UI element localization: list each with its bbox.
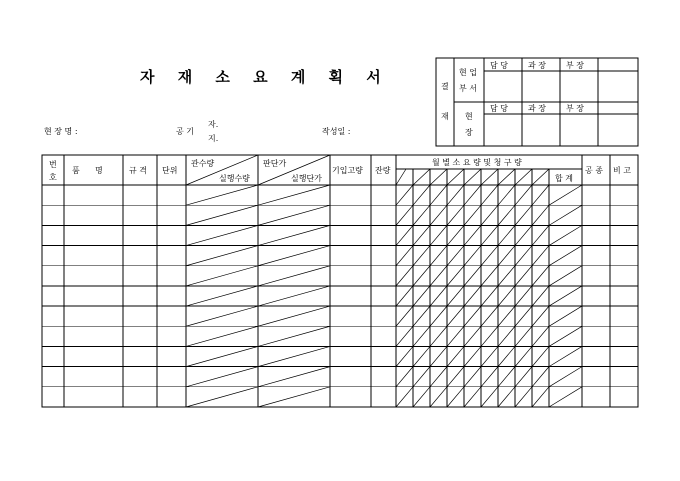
month-cell-slash — [498, 286, 515, 306]
month-cell-slash — [396, 185, 413, 205]
qty-cell-slash — [186, 185, 258, 205]
month-cell-slash — [396, 266, 413, 286]
month-cell-slash — [549, 306, 582, 326]
month-cell-slash — [413, 225, 430, 245]
qty-cell-slash — [186, 346, 258, 366]
col-qty-bottom-label: 실행수량 — [219, 174, 250, 183]
month-cell-slash — [447, 306, 464, 326]
col-remaining-label: 잔량 — [375, 166, 391, 175]
month-header-slash — [481, 169, 498, 185]
month-cell-slash — [430, 185, 447, 205]
month-cell-slash — [498, 346, 515, 366]
month-cell-slash — [396, 306, 413, 326]
month-cell-slash — [515, 225, 532, 245]
col-price-top-label: 판단가 — [263, 159, 287, 168]
price-cell-slash — [258, 266, 330, 286]
month-cell-slash — [532, 387, 549, 407]
month-cell-slash — [413, 367, 430, 387]
month-cell-slash — [515, 367, 532, 387]
month-cell-slash — [481, 387, 498, 407]
qty-cell-slash — [186, 367, 258, 387]
price-cell-slash — [258, 205, 330, 225]
month-cell-slash — [515, 286, 532, 306]
col-remarks-label: 비 고 — [613, 166, 631, 175]
month-cell-slash — [464, 346, 481, 366]
approval-group2-label-2: 장 — [465, 128, 473, 137]
month-cell-slash — [447, 205, 464, 225]
col-item-label: 품 명 — [72, 166, 103, 175]
month-cell-slash — [549, 367, 582, 387]
month-header-slash — [447, 169, 464, 185]
month-cell-slash — [430, 306, 447, 326]
month-cell-slash — [396, 387, 413, 407]
month-cell-slash — [481, 286, 498, 306]
col-no-label-1: 번 — [49, 160, 57, 169]
month-cell-slash — [498, 246, 515, 266]
month-cell-slash — [464, 185, 481, 205]
month-header-slash — [464, 169, 481, 185]
month-header-slash — [413, 169, 430, 185]
month-cell-slash — [498, 205, 515, 225]
qty-cell-slash — [186, 225, 258, 245]
month-cell-slash — [515, 185, 532, 205]
month-cell-slash — [447, 225, 464, 245]
month-cell-slash — [430, 246, 447, 266]
month-cell-slash — [413, 346, 430, 366]
col-unit-label: 단위 — [162, 166, 178, 175]
month-cell-slash — [498, 326, 515, 346]
month-cell-slash — [481, 185, 498, 205]
approval-group1-label-2: 부 서 — [459, 84, 477, 93]
month-cell-slash — [464, 286, 481, 306]
month-cell-slash — [549, 205, 582, 225]
month-cell-slash — [498, 367, 515, 387]
document-title: 자 재 소 요 계 획 서 — [140, 68, 390, 86]
month-cell-slash — [464, 246, 481, 266]
month-cell-slash — [464, 326, 481, 346]
main-table — [42, 155, 638, 407]
month-cell-slash — [515, 246, 532, 266]
month-cell-slash — [532, 246, 549, 266]
period-from-label: 자. — [208, 120, 219, 129]
month-cell-slash — [447, 346, 464, 366]
month-cell-slash — [549, 266, 582, 286]
month-cell-slash — [498, 225, 515, 245]
month-cell-slash — [532, 185, 549, 205]
qty-cell-slash — [186, 306, 258, 326]
approval-side-label-1: 결 — [441, 82, 449, 91]
month-cell-slash — [447, 326, 464, 346]
month-cell-slash — [481, 246, 498, 266]
month-cell-slash — [498, 185, 515, 205]
col-monthly-label: 월 별 소 요 량 및 청 구 량 — [432, 158, 522, 167]
month-cell-slash — [396, 346, 413, 366]
month-cell-slash — [413, 185, 430, 205]
month-cell-slash — [481, 266, 498, 286]
month-cell-slash — [430, 387, 447, 407]
month-cell-slash — [498, 387, 515, 407]
month-cell-slash — [430, 326, 447, 346]
month-cell-slash — [464, 205, 481, 225]
month-cell-slash — [413, 286, 430, 306]
month-cell-slash — [532, 286, 549, 306]
month-cell-slash — [532, 367, 549, 387]
month-cell-slash — [515, 306, 532, 326]
site-name-label: 현 장 명 : — [44, 127, 78, 136]
month-cell-slash — [549, 185, 582, 205]
month-cell-slash — [532, 266, 549, 286]
month-cell-slash — [430, 266, 447, 286]
period-to-label: 지. — [208, 134, 219, 143]
col-no-label-2: 호 — [49, 173, 57, 182]
month-header-slash — [498, 169, 515, 185]
month-header-slash — [532, 169, 549, 185]
month-cell-slash — [413, 326, 430, 346]
price-cell-slash — [258, 387, 330, 407]
month-cell-slash — [481, 326, 498, 346]
price-cell-slash — [258, 306, 330, 326]
month-cell-slash — [532, 205, 549, 225]
month-cell-slash — [413, 306, 430, 326]
approval-side-label-2: 재 — [441, 112, 449, 121]
month-cell-slash — [498, 306, 515, 326]
price-cell-slash — [258, 286, 330, 306]
month-cell-slash — [430, 205, 447, 225]
month-cell-slash — [447, 266, 464, 286]
price-cell-slash — [258, 326, 330, 346]
month-cell-slash — [464, 306, 481, 326]
col-qty-top-label: 관수량 — [191, 159, 215, 168]
month-cell-slash — [549, 246, 582, 266]
month-cell-slash — [430, 225, 447, 245]
month-cell-slash — [396, 326, 413, 346]
month-cell-slash — [413, 205, 430, 225]
qty-cell-slash — [186, 387, 258, 407]
qty-cell-slash — [186, 286, 258, 306]
month-cell-slash — [447, 185, 464, 205]
month-cell-slash — [481, 225, 498, 245]
col-process-label: 공 종 — [585, 166, 603, 175]
month-cell-slash — [430, 367, 447, 387]
month-cell-slash — [481, 306, 498, 326]
month-cell-slash — [396, 286, 413, 306]
month-cell-slash — [430, 346, 447, 366]
month-cell-slash — [532, 326, 549, 346]
approval-group2-label-1: 현 — [465, 112, 473, 121]
approval-role-3: 부 장 — [566, 61, 584, 70]
month-cell-slash — [413, 387, 430, 407]
approval-role-5: 과 장 — [528, 104, 546, 113]
month-cell-slash — [515, 205, 532, 225]
month-cell-slash — [549, 387, 582, 407]
month-cell-slash — [447, 387, 464, 407]
price-cell-slash — [258, 185, 330, 205]
month-cell-slash — [481, 367, 498, 387]
month-cell-slash — [549, 286, 582, 306]
qty-cell-slash — [186, 205, 258, 225]
month-header-slash — [430, 169, 447, 185]
month-cell-slash — [515, 346, 532, 366]
month-cell-slash — [413, 266, 430, 286]
approval-role-1: 담 당 — [490, 61, 508, 70]
month-cell-slash — [464, 387, 481, 407]
qty-cell-slash — [186, 326, 258, 346]
approval-role-4: 담 당 — [490, 104, 508, 113]
price-cell-slash — [258, 367, 330, 387]
month-cell-slash — [515, 387, 532, 407]
month-cell-slash — [549, 225, 582, 245]
month-cell-slash — [515, 266, 532, 286]
month-cell-slash — [549, 346, 582, 366]
col-spec-label: 규 격 — [129, 166, 147, 175]
col-total-label: 합 계 — [555, 174, 573, 183]
month-cell-slash — [481, 205, 498, 225]
approval-group1-label-1: 현 업 — [459, 68, 477, 77]
month-cell-slash — [396, 246, 413, 266]
month-cell-slash — [532, 346, 549, 366]
month-cell-slash — [464, 266, 481, 286]
month-cell-slash — [447, 286, 464, 306]
price-cell-slash — [258, 225, 330, 245]
month-cell-slash — [430, 286, 447, 306]
month-cell-slash — [464, 367, 481, 387]
month-cell-slash — [447, 367, 464, 387]
date-label: 작성일 : — [322, 127, 351, 136]
month-cell-slash — [464, 225, 481, 245]
approval-role-6: 부 장 — [566, 104, 584, 113]
col-received-label: 기입고량 — [332, 166, 363, 175]
month-cell-slash — [532, 306, 549, 326]
qty-cell-slash — [186, 246, 258, 266]
month-cell-slash — [549, 326, 582, 346]
month-cell-slash — [413, 246, 430, 266]
price-cell-slash — [258, 346, 330, 366]
month-cell-slash — [532, 225, 549, 245]
month-cell-slash — [396, 205, 413, 225]
period-label: 공 기 — [176, 127, 194, 136]
price-cell-slash — [258, 246, 330, 266]
col-price-bottom-label: 실행단가 — [291, 174, 322, 183]
approval-role-2: 과 장 — [528, 61, 546, 70]
month-cell-slash — [396, 225, 413, 245]
month-cell-slash — [515, 326, 532, 346]
qty-cell-slash — [186, 266, 258, 286]
month-cell-slash — [396, 367, 413, 387]
month-header-slash — [515, 169, 532, 185]
month-cell-slash — [447, 246, 464, 266]
month-cell-slash — [481, 346, 498, 366]
month-cell-slash — [498, 266, 515, 286]
